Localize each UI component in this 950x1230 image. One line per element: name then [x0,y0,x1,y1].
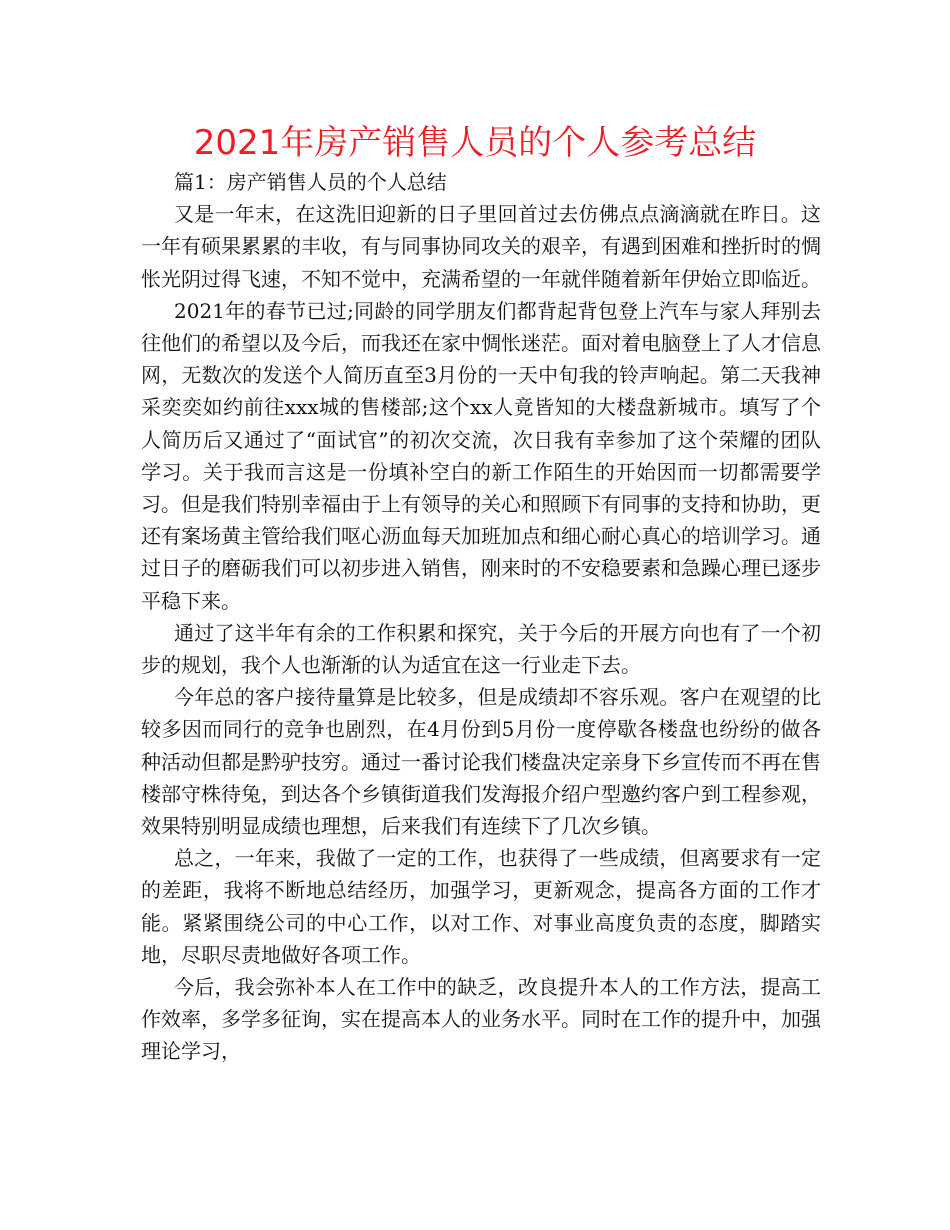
section-heading: 篇1：房产销售人员的个人总结 [174,170,447,194]
paragraph: 今年总的客户接待量算是比较多，但是成绩却不容乐观。客户在观望的比较多因而同行的竞争也剧烈，在4月份到5月份一度停歇各楼盘也纷纷的做各种活动但都是黔驴技穷。通过一番讨论我们楼盘决定亲身下乡宣传而不再在售楼部守株待兔，到达各个乡镇街道我们发海报介绍户型邀约客户到工程参观，效果特别明显成绩也理想，后来我们有连续下了几次乡镇。 [141,685,821,839]
paragraph: 又是一年末，在这洗旧迎新的日子里回首过去仿佛点点滴滴就在昨日。这一年有硕果累累的丰收，有与同事协同攻关的艰辛，有遇到困难和挫折时的惆怅光阴过得飞速，不知不觉中，充满希望的一年就伴随着新年伊始立即临近。 [141,202,821,291]
document-title: 2021年房产销售人员的个人参考总结 [193,123,757,163]
paragraph: 通过了这半年有余的工作积累和探究，关于今后的开展方向也有了一个初步的规划，我个人也渐渐的认为适宜在这一行业走下去。 [141,620,821,678]
paragraph: 今后，我会弥补本人在工作中的缺乏，改良提升本人的工作方法，提高工作效率，多学多征询，实在提高本人的业务水平。同时在工作的提升中，加强理论学习， [141,975,821,1064]
document-body [141,166,821,1068]
paragraph: 总之，一年来，我做了一定的工作，也获得了一些成绩，但离要求有一定的差距，我将不断地总结经历，加强学习，更新观念，提高各方面的工作才能。紧紧围绕公司的中心工作，以对工作、对事业高度负责的态度，脚踏实地，尽职尽责地做好各项工作。 [141,846,821,967]
paragraph: 2021年的春节已过;同龄的同学朋友们都背起背包登上汽车与家人拜别去往他们的希望以及今后，而我还在家中惆怅迷茫。面对着电脑登上了人才信息网，无数次的发送个人简历直至3月份的一天中旬我的铃声响起。第二天我神采奕奕如约前往xxx城的售楼部;这个xx人竟皆知的大楼盘新城市。填写了个人简历后又通过了“面试官”的初次交流，次日我有幸参加了这个荣耀的团队学习。关于我而言这是一份填补空白的新工作陌生的开始因而一切都需要学习。但是我们特别幸福由于上有领导的关心和照顾下有同事的支持和协助，更还有案场黄主管给我们呕心沥血每天加班加点和细心耐心真心的培训学习。通过日子的磨砺我们可以初步进入销售，刚来时的不安稳要素和急躁心理已逐步平稳下来。 [141,298,821,613]
